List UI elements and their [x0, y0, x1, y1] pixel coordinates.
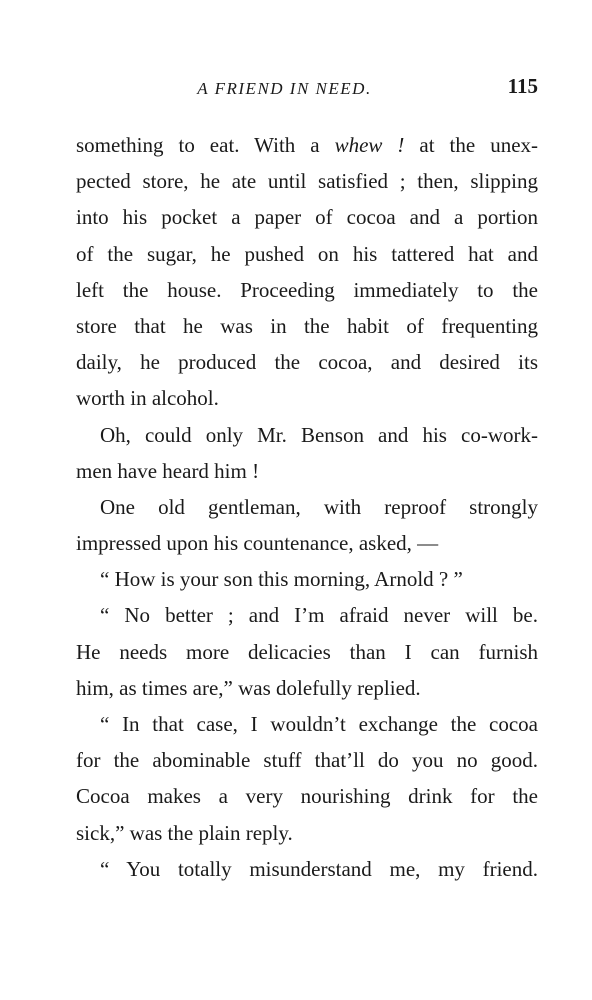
text-line: of the sugar, he pushed on his tattered hat and	[76, 241, 538, 266]
page-number: 115	[507, 74, 538, 98]
text-line: impressed upon his countenance, asked, —	[76, 531, 439, 556]
text-line: “ You totally misunderstand me, my friend.	[100, 856, 538, 881]
text-segment: at the unex-	[404, 133, 539, 157]
text-line: sick,” was the plain reply.	[76, 820, 293, 845]
text-line: into his pocket a paper of cocoa and a portion	[76, 205, 538, 230]
text-line: for the abominable stuff that’ll do you no good.	[76, 748, 538, 773]
text-line: “ No better ; and I’m afraid never will be.	[100, 603, 538, 628]
text-segment: something to eat. With a	[76, 133, 335, 157]
running-title: A FRIEND IN NEED.	[197, 79, 372, 98]
italic-word: whew !	[334, 133, 405, 157]
text-line: He needs more delicacies than I can furnish	[76, 639, 538, 664]
text-line: “ In that case, I wouldn’t exchange the cocoa	[100, 712, 538, 736]
text-line: One old gentleman, with reproof strongly	[100, 494, 538, 519]
body-text	[76, 127, 538, 887]
text-line: daily, he produced the cocoa, and desired its	[76, 350, 538, 375]
text-line: pected store, he ate until satisfied ; then, slipping	[76, 169, 538, 194]
text-line	[76, 127, 538, 163]
text-line: store that he was in the habit of frequenting	[76, 313, 538, 338]
text-line: Oh, could only Mr. Benson and his co-work-	[100, 422, 538, 447]
text-line: men have heard him !	[76, 458, 260, 483]
text-line: “ How is your son this morning, Arnold ? ”	[100, 567, 463, 592]
text-line: Cocoa makes a very nourishing drink for the	[76, 784, 538, 809]
text-line: him, as times are,” was dolefully replied.	[76, 675, 421, 700]
text-line: left the house. Proceeding immediately to the	[76, 277, 538, 302]
running-head	[76, 74, 538, 104]
text-line: worth in alcohol.	[76, 386, 219, 411]
